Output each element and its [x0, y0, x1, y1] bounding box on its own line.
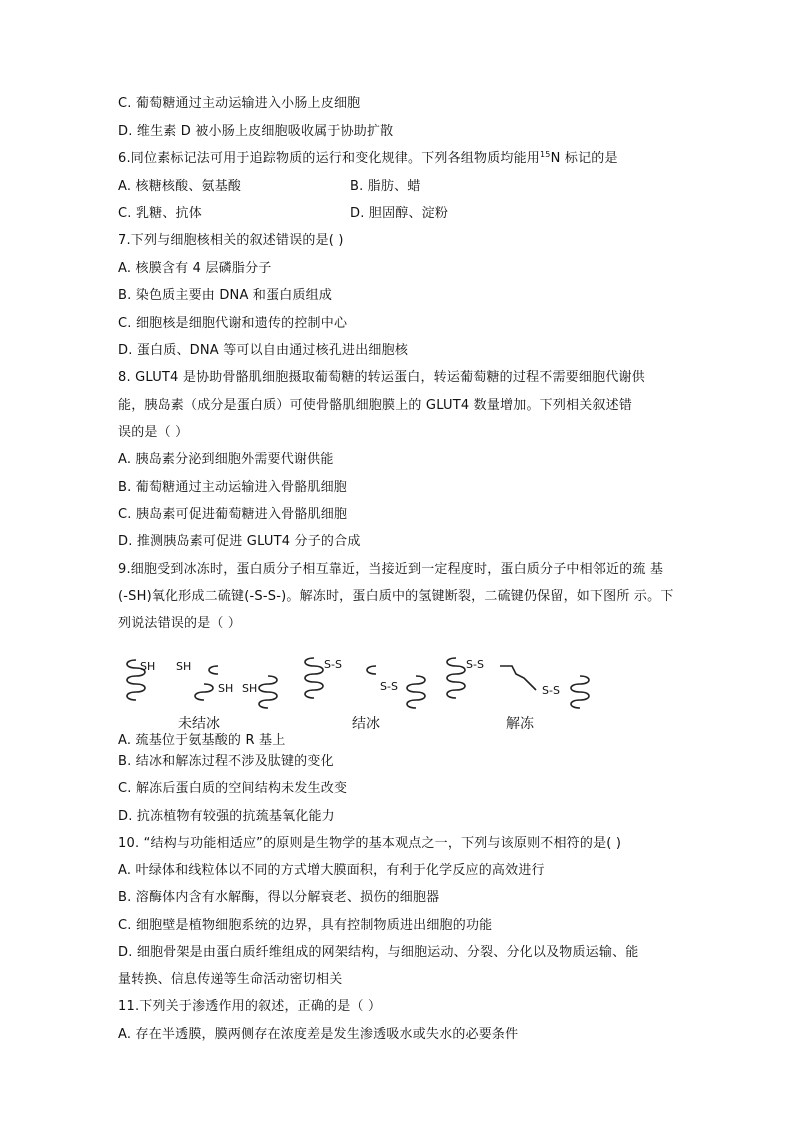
q10-stem: 10. “结构与功能相适应”的原则是生物学的基本观点之一，下列与该原则不相符的是( ): [118, 836, 622, 851]
q9-stem-line1: 9.细胞受到冰冻时，蛋白质分子相互靠近，当接近到一定程度时，蛋白质分子中相邻近的巯 基: [118, 562, 664, 577]
caption-frozen: 结冰: [352, 716, 380, 732]
q9-stem-line3: 列说法错误的是（ ）: [118, 616, 242, 631]
q6-stem-part2: N 标记的是: [550, 151, 618, 166]
ss-label-thawed-1: S-S: [466, 658, 484, 671]
ss-label-frozen-2: S-S: [380, 680, 398, 693]
q10-option-d-line2: 量转换、信息传递等生命活动密切相关: [118, 972, 343, 987]
q7-option-c: C. 细胞核是细胞代谢和遗传的控制中心: [118, 316, 348, 331]
q6-stem-part1: 6.同位素标记法可用于追踪物质的运行和变化规律。下列各组物质均能用: [118, 151, 541, 166]
q10-option-d-line1: D. 细胞骨架是由蛋白质纤维组成的网架结构，与细胞运动、分裂、分化以及物质运输、能: [118, 945, 639, 960]
q8-stem-line3: 误的是（ ）: [118, 425, 189, 440]
q5-option-d: D. 维生素 D 被小肠上皮细胞吸收属于协助扩散: [118, 124, 394, 139]
q6-stem: [118, 151, 618, 167]
q10-option-b: B. 溶酶体内含有水解酶，得以分解衰老、损伤的细胞器: [118, 890, 440, 905]
thawed-connector: [500, 666, 536, 690]
sh-label-3: SH: [218, 682, 234, 695]
q6-option-c: C. 乳糖、抗体: [118, 206, 202, 221]
q7-option-b: B. 染色质主要由 DNA 和蛋白质组成: [118, 288, 333, 303]
q8-option-c: C. 胰岛素可促进葡萄糖进入骨骼肌细胞: [118, 507, 348, 522]
ss-label-thawed-2: S-S: [542, 684, 560, 697]
q9-option-d: D. 抗冻植物有较强的抗巯基氧化能力: [118, 809, 335, 824]
sh-label-2: SH: [176, 660, 192, 673]
q8-option-d: D. 推测胰岛素可促进 GLUT4 分子的合成: [118, 534, 361, 549]
q10-option-a: A. 叶绿体和线粒体以不同的方式增大膜面积，有利于化学反应的高效进行: [118, 863, 545, 878]
q7-option-d: D. 蛋白质、DNA 等可以自由通过核孔进出细胞核: [118, 343, 409, 358]
q9-option-c: C. 解冻后蛋白质的空间结构未发生改变: [118, 781, 348, 796]
q8-stem-line1: 8. GLUT4 是协助骨骼肌细胞摄取葡萄糖的转运蛋白，转运葡萄糖的过程不需要细胞代谢供: [118, 370, 645, 385]
q8-stem-line2: 能，胰岛素（成分是蛋白质）可使骨骼肌细胞膜上的 GLUT4 数量增加。下列相关叙述错: [118, 398, 633, 413]
ss-label-frozen-1: S-S: [324, 658, 342, 671]
q9-option-b: B. 结冰和解冻过程不涉及肽键的变化: [118, 754, 334, 769]
q10-option-c: C. 细胞壁是植物细胞系统的边界，具有控制物质进出细胞的功能: [118, 918, 493, 933]
q11-stem: 11.下列关于渗透作用的叙述，正确的是（ ）: [118, 999, 382, 1014]
q5-option-c: C. 葡萄糖通过主动运输进入小肠上皮细胞: [118, 96, 361, 111]
q6-option-b: B. 脂肪、蜡: [350, 179, 421, 194]
frozen-right-chain: [407, 676, 425, 708]
q11-option-a: A. 存在半透膜，膜两侧存在浓度差是发生渗透吸水或失水的必要条件: [118, 1027, 519, 1042]
q8-option-b: B. 葡萄糖通过主动运输进入骨骼肌细胞: [118, 480, 347, 495]
sh-label-1: SH: [140, 660, 156, 673]
q6-option-d: D. 胆固醇、淀粉: [350, 206, 449, 221]
q6-option-a: A. 核糖核酸、氨基酸: [118, 179, 242, 194]
thawed-left-chain: [447, 658, 465, 698]
q6-isotope-mass: 15: [540, 150, 551, 159]
caption-thawed: 解冻: [506, 716, 534, 732]
caption-unfrozen: 未结冰: [178, 716, 220, 732]
q8-option-a: A. 胰岛素分泌到细胞外需要代谢供能: [118, 452, 334, 467]
sh-label-4: SH: [242, 682, 258, 695]
q9-stem-line2: (-SH)氧化形成二硫键(-S-S-)。解冻时，蛋白质中的氢键断裂，二硫键仍保留，如下图所 示。下: [118, 589, 674, 604]
q9-option-a: A. 巯基位于氨基酸的 R 基上: [118, 733, 286, 748]
thawed-right-chain: [571, 676, 589, 708]
q7-stem: 7.下列与细胞核相关的叙述错误的是( ): [118, 233, 344, 248]
unfrozen-right-chain: [195, 666, 218, 700]
q7-option-a: A. 核膜含有 4 层磷脂分子: [118, 261, 272, 276]
frozen-left-chain: [305, 658, 323, 698]
